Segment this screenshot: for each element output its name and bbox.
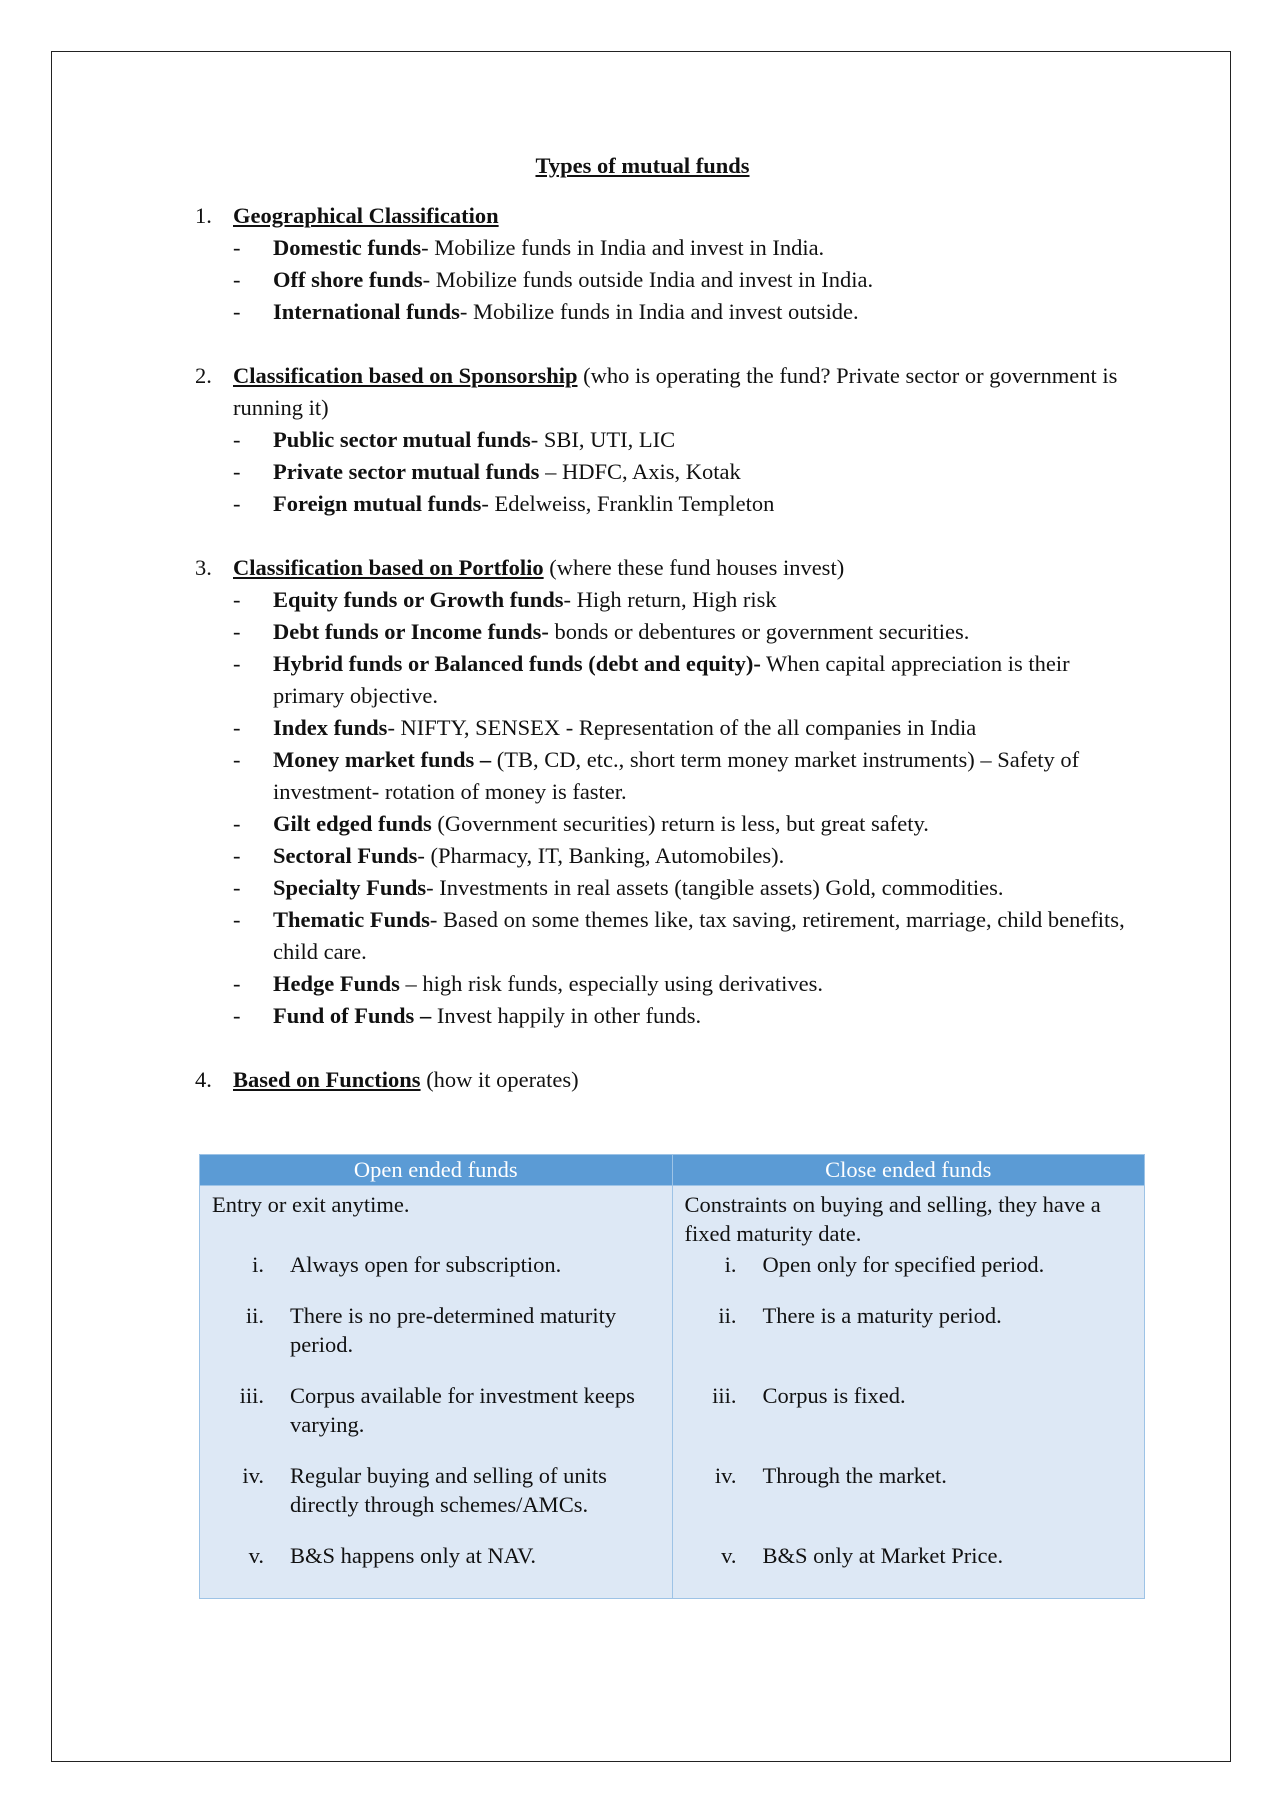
roman-numeral: ii. (245, 1303, 264, 1328)
list-item (195, 424, 1125, 456)
list-item (195, 840, 1125, 872)
close-ended-point (685, 1541, 1133, 1570)
list-item (195, 712, 1125, 744)
list-item (195, 872, 1125, 904)
item-description: - Edelweiss, Franklin Templeton (481, 491, 775, 516)
page-title: Types of mutual funds (535, 153, 750, 178)
dash-bullet: - (233, 811, 241, 836)
dash-bullet: - (233, 971, 241, 996)
list-item (195, 1000, 1125, 1032)
item-description: - Investments in real assets (tangible assets) Gold, commodities. (426, 875, 1004, 900)
item-description: - SBI, UTI, LIC (530, 427, 676, 452)
close-ended-list (685, 1250, 1133, 1570)
close-ended-point (685, 1250, 1133, 1279)
list-item (195, 744, 1125, 808)
section-3 (195, 552, 1125, 1032)
section-number: 1. (195, 203, 212, 228)
open-ended-intro: Entry or exit anytime. (212, 1192, 410, 1217)
roman-numeral: v. (248, 1543, 264, 1568)
dash-bullet: - (233, 715, 241, 740)
point-text: Corpus is fixed. (762, 1383, 906, 1408)
dash-bullet: - (233, 491, 241, 516)
item-description: When capital appreciation is their primary objective. (273, 651, 1070, 708)
point-text: There is no pre-determined maturity period. (290, 1303, 617, 1357)
open-ended-point (212, 1541, 660, 1570)
open-ended-list (212, 1250, 660, 1570)
item-term: Money market funds – (273, 747, 492, 772)
point-text: Open only for specified period. (762, 1252, 1045, 1277)
item-description: (Government securities) return is less, but great safety. (431, 811, 929, 836)
item-term: Index funds (273, 715, 388, 740)
close-ended-point (685, 1461, 1133, 1519)
roman-numeral: iii. (239, 1383, 264, 1408)
point-text: Through the market. (762, 1463, 947, 1488)
dash-bullet: - (233, 747, 241, 772)
roman-numeral: iii. (712, 1383, 737, 1408)
section-note: (how it operates) (420, 1067, 579, 1092)
item-term: Hedge Funds (273, 971, 400, 996)
item-description: – HDFC, Axis, Kotak (545, 459, 741, 484)
item-term: Gilt edged funds (273, 811, 432, 836)
section-item-list (195, 232, 1125, 328)
point-text: B&S happens only at NAV. (290, 1543, 537, 1568)
list-item (195, 232, 1125, 264)
section-heading (195, 200, 1125, 232)
dash-bullet: - (233, 1003, 241, 1028)
header-open-ended: Open ended funds (200, 1155, 673, 1186)
item-description: - (Pharmacy, IT, Banking, Automobiles). (417, 843, 785, 868)
dash-bullet: - (233, 267, 241, 292)
section-heading (195, 552, 1125, 584)
dash-bullet: - (233, 235, 241, 260)
list-item (195, 648, 1125, 712)
open-ended-point (212, 1461, 660, 1519)
document-body (195, 150, 1125, 1128)
table-body-row (200, 1186, 1145, 1599)
dash-bullet: - (233, 907, 241, 932)
open-ended-point (212, 1381, 660, 1439)
section-title: Based on Functions (233, 1067, 421, 1092)
item-term: Public sector mutual funds (273, 427, 531, 452)
dash-bullet: - (233, 299, 241, 324)
close-ended-cell (672, 1186, 1145, 1599)
close-ended-intro: Constraints on buying and selling, they have a fixed maturity date. (684, 1192, 1101, 1246)
section-note: (where these fund houses invest) (543, 555, 845, 580)
list-item (195, 264, 1125, 296)
roman-numeral: iv. (714, 1463, 737, 1488)
dash-bullet: - (233, 427, 241, 452)
open-ended-cell (200, 1186, 673, 1599)
item-term: Private sector mutual funds (273, 459, 546, 484)
item-term: Domestic funds (273, 235, 422, 260)
point-text: Regular buying and selling of units directly through schemes/AMCs. (290, 1463, 607, 1517)
close-ended-point (685, 1381, 1133, 1439)
list-item (195, 584, 1125, 616)
item-term: International funds (273, 299, 460, 324)
list-item (195, 488, 1125, 520)
point-text: B&S only at Market Price. (762, 1543, 1004, 1568)
section-1 (195, 200, 1125, 328)
list-item (195, 296, 1125, 328)
item-term: Off shore funds (273, 267, 423, 292)
item-description: - Mobilize funds in India and invest in India. (421, 235, 825, 260)
section-number: 3. (195, 555, 212, 580)
section-number: 2. (195, 363, 212, 388)
roman-numeral: v. (721, 1543, 737, 1568)
item-description: – high risk funds, especially using derivatives. (399, 971, 823, 996)
section-title: Geographical Classification (233, 203, 499, 228)
roman-numeral: i. (252, 1252, 264, 1277)
item-description: - Mobilize funds in India and invest outside. (459, 299, 859, 324)
item-description: bonds or debentures or government securities. (548, 619, 970, 644)
section-item-list (195, 424, 1125, 520)
section-4 (195, 1064, 1125, 1096)
dash-bullet: - (233, 843, 241, 868)
item-term: Fund of Funds – (273, 1003, 432, 1028)
open-ended-point (212, 1301, 660, 1359)
item-term: Debt funds or Income funds- (273, 619, 549, 644)
item-term: Thematic Funds (273, 907, 430, 932)
item-term: Sectoral Funds (273, 843, 418, 868)
list-item (195, 968, 1125, 1000)
item-description: - NIFTY, SENSEX - Representation of the all companies in India (387, 715, 977, 740)
dash-bullet: - (233, 619, 241, 644)
item-term: Equity funds or Growth funds (273, 587, 564, 612)
section-item-list (195, 584, 1125, 1032)
open-ended-point (212, 1250, 660, 1279)
list-item (195, 456, 1125, 488)
point-text: Always open for subscription. (290, 1252, 562, 1277)
section-heading (195, 360, 1125, 424)
functions-table (199, 1154, 1145, 1599)
list-item (195, 904, 1125, 968)
header-close-ended: Close ended funds (672, 1155, 1145, 1186)
dash-bullet: - (233, 587, 241, 612)
list-item (195, 616, 1125, 648)
item-term: Foreign mutual funds (273, 491, 482, 516)
section-note: (who is operating the fund? Private sector or government is running it) (233, 363, 1118, 420)
roman-numeral: i. (724, 1252, 737, 1277)
item-term: Hybrid funds or Balanced funds (debt and equity)- (273, 651, 761, 676)
dash-bullet: - (233, 875, 241, 900)
point-text: Corpus available for investment keeps varying. (290, 1383, 635, 1437)
section-number: 4. (195, 1067, 212, 1092)
section-title: Classification based on Portfolio (233, 555, 544, 580)
table-header-row (200, 1155, 1145, 1186)
dash-bullet: - (233, 651, 241, 676)
section-title: Classification based on Sponsorship (233, 363, 578, 388)
item-description: - Based on some themes like, tax saving, retirement, marriage, child benefits, child care. (273, 907, 1125, 964)
item-description: - Mobilize funds outside India and invest in India. (422, 267, 874, 292)
item-description: - High return, High risk (563, 587, 777, 612)
dash-bullet: - (233, 459, 241, 484)
list-item (195, 808, 1125, 840)
item-term: Specialty Funds (273, 875, 427, 900)
sections-container (195, 200, 1125, 1096)
close-ended-point (685, 1301, 1133, 1359)
roman-numeral: ii. (718, 1303, 737, 1328)
item-description: Invest happily in other funds. (431, 1003, 702, 1028)
roman-numeral: iv. (242, 1463, 264, 1488)
point-text: There is a maturity period. (762, 1303, 1002, 1328)
section-heading (195, 1064, 1125, 1096)
item-description: (TB, CD, etc., short term money market instruments) – Safety of investment- rotation of money is faster. (273, 747, 1080, 804)
section-2 (195, 360, 1125, 520)
